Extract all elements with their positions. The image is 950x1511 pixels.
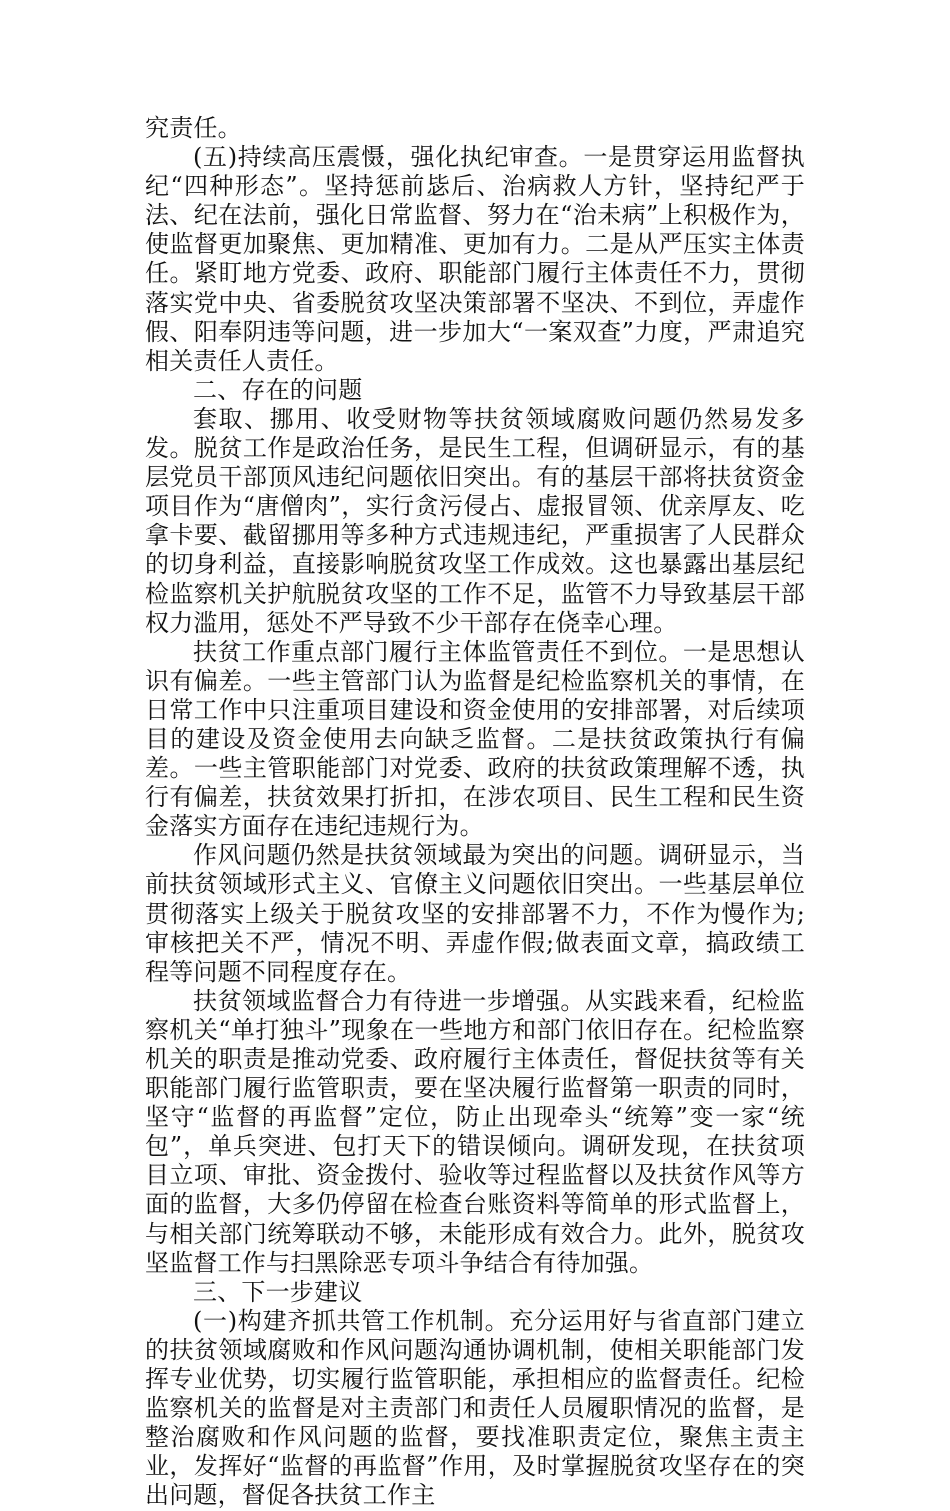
section-heading-problems: 二、存在的问题: [193, 375, 363, 404]
section-heading-suggestions: 三、下一步建议: [193, 1277, 363, 1306]
paragraph-sustained-deterrence: (五)持续高压震慑，强化执纪审查。一是贯穿运用监督执纪“四种形态”。坚持惩前毖后、治病救人方针，坚持纪严于法、纪在法前，强化日常监督、努力在“治未病”上积极作为，使监督更加聚焦、更加精准、更加有力。二是从严压实主体责任。紧盯地方党委、政府、职能部门履行主体责任不力，贯彻落实党中央、省委脱贫攻坚决策部署不坚决、不到位，弄虚作假、阳奉阴违等问题，进一步加大“一案双查”力度，严肃追究相关责任人责任。: [145, 143, 805, 375]
document-body: [145, 114, 805, 1511]
paragraph-supervision-synergy: 扶贫领域监督合力有待进一步增强。从实践来看，纪检监察机关“单打独斗”现象在一些地方和部门依旧存在。纪检监察机关的职责是推动党委、政府履行主体责任，督促扶贫等有关职能部门履行监管职责，要在坚决履行监督第一职责的同时，坚守“监督的再监督”定位，防止出现牵头“统筹”变一家“统包”，单兵突进、包打天下的错误倾向。调研发现，在扶贫项目立项、审批、资金拨付、验收等过程监督以及扶贫作风等方面的监督，大多仍停留在检查台账资料等简单的形式监督上，与相关部门统筹联动不够，未能形成有效合力。此外，脱贫攻坚监督工作与扫黑除恶专项斗争结合有待加强。: [145, 986, 805, 1277]
paragraph-supervision-responsibility: 扶贫工作重点部门履行主体监管责任不到位。一是思想认识有偏差。一些主管部门认为监督是纪检监察机关的事情，在日常工作中只注重项目建设和资金使用的安排部署，对后续项目的建设及资金使用去向缺乏监督。二是扶贫政策执行有偏差。一些主管职能部门对党委、政府的扶贫政策理解不透，执行有偏差，扶贫效果打折扣，在涉农项目、民生工程和民生资金落实方面存在违纪违规行为。: [145, 637, 805, 841]
paragraph-work-style-problems: 作风问题仍然是扶贫领域最为突出的问题。调研显示，当前扶贫领域形式主义、官僚主义问题依旧突出。一些基层单位贯彻落实上级关于脱贫攻坚的安排部署不力，不作为慢作为;审核把关不严，情况不明、弄虚作假;做表面文章，搞政绩工程等问题不同程度存在。: [145, 841, 805, 986]
paragraph-corruption-problems: 套取、挪用、收受财物等扶贫领域腐败问题仍然易发多发。脱贫工作是政治任务，是民生工程，但调研显示，有的基层党员干部顶风违纪问题依旧突出。有的基层干部将扶贫资金项目作为“唐僧肉”，实行贪污侵占、虚报冒领、优亲厚友、吃拿卡要、截留挪用等多种方式违规违纪，严重损害了人民群众的切身利益，直接影响脱贫攻坚工作成效。这也暴露出基层纪检监察机关护航脱贫攻坚的工作不足，监管不力导致基层干部权力滥用，惩处不严导致不少干部存在侥幸心理。: [145, 404, 805, 637]
paragraph-joint-mechanism: (一)构建齐抓共管工作机制。充分运用好与省直部门建立的扶贫领域腐败和作风问题沟通协调机制，使相关职能部门发挥专业优势，切实履行监管职能，承担相应的监督责任。纪检监察机关的监督是对主责部门和责任人员履职情况的监督，是整治腐败和作风问题的监督，要找准职责定位，聚焦主责主业，发挥好“监督的再监督”作用，及时掌握脱贫攻坚存在的突出问题，督促各扶贫工作主: [145, 1306, 805, 1510]
paragraph-continuation: 究责任。: [145, 114, 242, 142]
